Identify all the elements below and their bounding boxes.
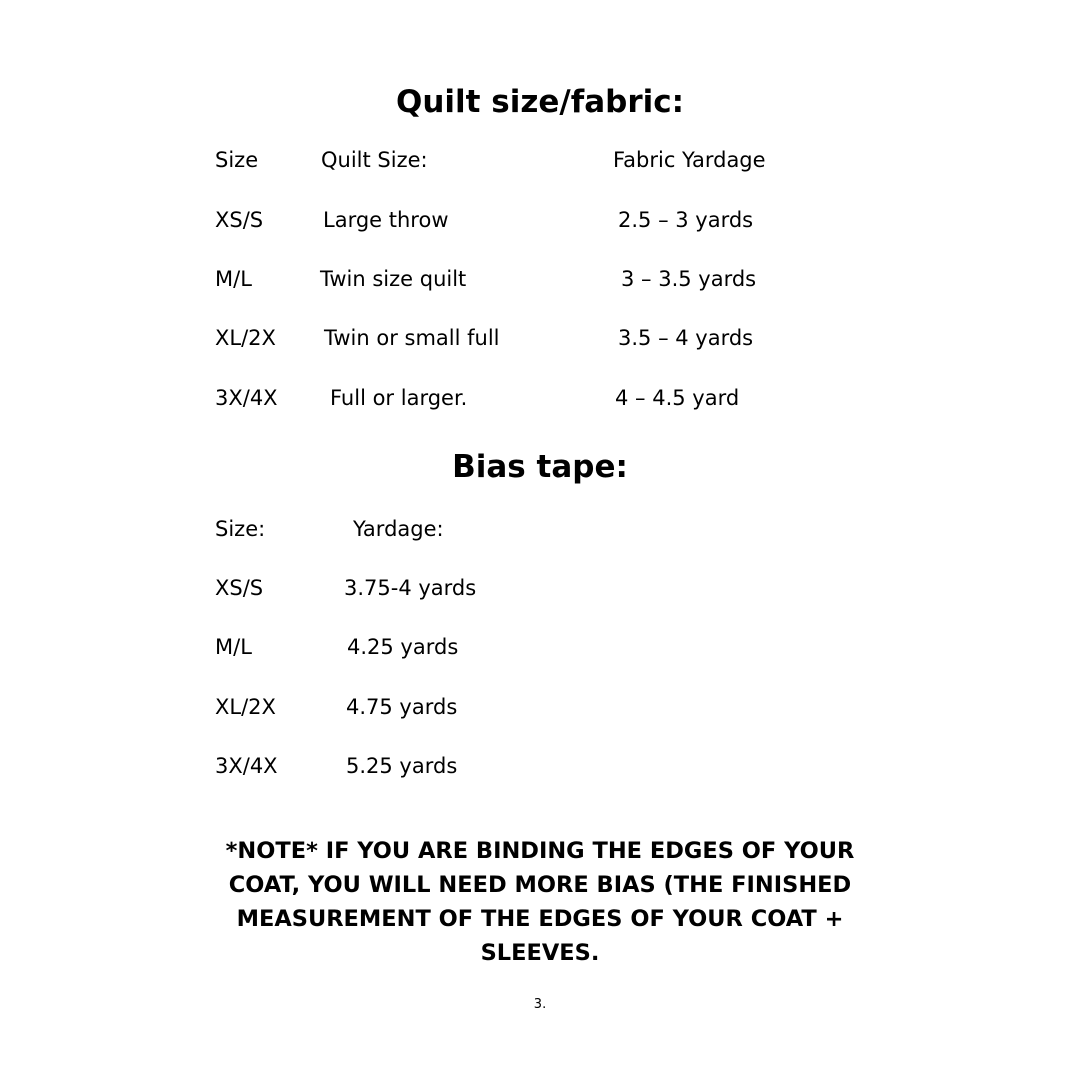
quilt-row-yardage: 2.5 – 3 yards — [618, 208, 754, 232]
bias-section-title: Bias tape: — [452, 449, 628, 485]
bias-row-yardage: 4.75 yards — [346, 695, 458, 719]
bias-row-yardage: 3.75-4 yards — [344, 576, 477, 600]
quilt-header-quilt-size: Quilt Size: — [321, 148, 428, 172]
quilt-row-yardage: 4 – 4.5 yard — [615, 386, 740, 410]
bias-row-yardage: 4.25 yards — [347, 635, 459, 659]
bias-header-yardage: Yardage: — [353, 517, 444, 541]
bias-row-size: XS/S — [215, 576, 264, 600]
page-number: 3. — [533, 997, 547, 1012]
bias-row-yardage: 5.25 yards — [346, 754, 458, 778]
bias-row-size: XL/2X — [215, 695, 276, 719]
quilt-row-size: XL/2X — [215, 326, 276, 350]
quilt-row-quilt-size: Twin size quilt — [320, 267, 467, 291]
quilt-row-size: M/L — [215, 267, 252, 291]
quilt-header-size: Size — [215, 148, 259, 172]
quilt-row-size: 3X/4X — [215, 386, 278, 410]
quilt-header-fabric-yardage: Fabric Yardage — [613, 148, 766, 172]
quilt-row-yardage: 3.5 – 4 yards — [618, 326, 754, 350]
quilt-row-yardage: 3 – 3.5 yards — [621, 267, 757, 291]
quilt-row-size: XS/S — [215, 208, 264, 232]
bias-row-size: 3X/4X — [215, 754, 278, 778]
bias-header-size: Size: — [215, 517, 266, 541]
quilt-row-quilt-size: Full or larger. — [330, 386, 468, 410]
bias-row-size: M/L — [215, 635, 252, 659]
quilt-row-quilt-size: Large throw — [323, 208, 449, 232]
binding-note: *NOTE* IF YOU ARE BINDING THE EDGES OF YOUR COAT, YOU WILL NEED MORE BIAS (THE FINISHED MEASUREMENT OF THE EDGES OF YOUR COAT + SLEEVES. — [225, 838, 855, 966]
quilt-row-quilt-size: Twin or small full — [324, 326, 500, 350]
quilt-section-title: Quilt size/fabric: — [395, 84, 685, 120]
